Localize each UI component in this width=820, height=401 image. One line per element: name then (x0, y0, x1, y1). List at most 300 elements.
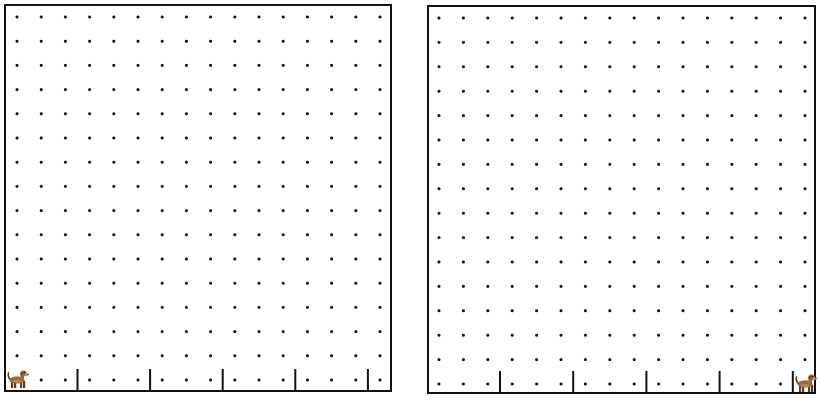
grid-dot (438, 309, 441, 312)
grid-dot (438, 334, 441, 337)
grid-dot (706, 285, 709, 288)
grid-dot (657, 212, 660, 215)
grid-dot (330, 161, 333, 164)
grid-dot (560, 261, 563, 264)
grid-dot (438, 114, 441, 117)
grid-dot (535, 90, 538, 93)
grid-dot (379, 233, 382, 236)
grid-dot (486, 285, 489, 288)
grid-dot (137, 379, 140, 382)
grid-dot (88, 88, 91, 91)
grid-dot (560, 114, 563, 117)
grid-dot (16, 112, 19, 115)
grid-dot (535, 17, 538, 20)
grid-dot (161, 258, 164, 261)
grid-dot (779, 334, 782, 337)
grid-dot (112, 330, 115, 333)
grid-dot (137, 64, 140, 67)
grid-dot (379, 306, 382, 309)
grid-dot (560, 41, 563, 44)
grid-dot (379, 282, 382, 285)
grid-dot (682, 163, 685, 166)
grid-dot (706, 187, 709, 190)
grid-dot (354, 64, 357, 67)
grid-dot (379, 161, 382, 164)
grid-dot (112, 282, 115, 285)
grid-dot (185, 40, 188, 43)
grid-dot (657, 163, 660, 166)
grid-dot (755, 358, 758, 361)
grid-dot (462, 261, 465, 264)
grid-dot (379, 379, 382, 382)
grid-dot (306, 354, 309, 357)
grid-dot (779, 65, 782, 68)
grid-dot (804, 90, 807, 93)
grid-dot (535, 309, 538, 312)
grid-dot (486, 334, 489, 337)
grid-dot (209, 282, 212, 285)
grid-dot (40, 354, 43, 357)
grid-dot (462, 212, 465, 215)
grid-dot (282, 112, 285, 115)
grid-dot (282, 282, 285, 285)
grid-dot (682, 383, 685, 386)
grid-dot (633, 236, 636, 239)
grid-dot (282, 137, 285, 140)
grid-dot (633, 261, 636, 264)
grid-dot (137, 185, 140, 188)
grid-dot (233, 306, 236, 309)
grid-dot (438, 236, 441, 239)
grid-dot (354, 282, 357, 285)
grid-dot (779, 90, 782, 93)
grid-dot (88, 354, 91, 357)
grid-dot (755, 114, 758, 117)
grid-dot (438, 358, 441, 361)
grid-dot (137, 330, 140, 333)
grid-dot (209, 40, 212, 43)
grid-dot (161, 64, 164, 67)
grid-dot (755, 65, 758, 68)
grid-dot (40, 258, 43, 261)
grid-dot (730, 187, 733, 190)
grid-dot (682, 309, 685, 312)
grid-dot (40, 112, 43, 115)
grid-dot (511, 65, 514, 68)
grid-dot (682, 261, 685, 264)
grid-dot (88, 258, 91, 261)
grid-dot (560, 163, 563, 166)
grid-dot (330, 354, 333, 357)
grid-dot (64, 112, 67, 115)
grid-dot (379, 185, 382, 188)
grid-dot (779, 139, 782, 142)
grid-dot (535, 383, 538, 386)
grid-dot (233, 161, 236, 164)
grid-dot (560, 285, 563, 288)
grid-dot (560, 212, 563, 215)
grid-dot (330, 233, 333, 236)
grid-dot (209, 161, 212, 164)
grid-dot (16, 306, 19, 309)
grid-dot (657, 17, 660, 20)
grid-dot (209, 379, 212, 382)
grid-dot (112, 64, 115, 67)
grid-dot (258, 40, 261, 43)
grid-dot (330, 137, 333, 140)
grid-dot (258, 233, 261, 236)
grid-dot (137, 16, 140, 19)
grid-dot (462, 139, 465, 142)
grid-dot (560, 65, 563, 68)
grid-dot (112, 306, 115, 309)
grid-dot (306, 282, 309, 285)
grid-dot (730, 17, 733, 20)
grid-dot (354, 354, 357, 357)
grid-dot (185, 379, 188, 382)
grid-dot (730, 261, 733, 264)
grid-dot (804, 187, 807, 190)
grid-dot (16, 64, 19, 67)
grid-dot (379, 88, 382, 91)
grid-dot (258, 306, 261, 309)
grid-dot (438, 90, 441, 93)
grid-dot (185, 233, 188, 236)
grid-dot (379, 209, 382, 212)
grid-dot (185, 112, 188, 115)
grid-dot (209, 88, 212, 91)
grid-dot (438, 65, 441, 68)
grid-dot (233, 209, 236, 212)
grid-dot (560, 358, 563, 361)
grid-dot (730, 114, 733, 117)
grid-dot (682, 114, 685, 117)
grid-dot (282, 330, 285, 333)
grid-dot (804, 212, 807, 215)
grid-dot (633, 90, 636, 93)
grid-dot (730, 285, 733, 288)
grid-dot (535, 236, 538, 239)
grid-dot (137, 88, 140, 91)
grid-dot (804, 358, 807, 361)
grid-dot (438, 212, 441, 215)
grid-dot (584, 309, 587, 312)
grid-dot (282, 185, 285, 188)
grid-dot (233, 330, 236, 333)
grid-dot (64, 40, 67, 43)
grid-dot (258, 379, 261, 382)
grid-dot (633, 383, 636, 386)
grid-dot (185, 185, 188, 188)
grid-dot (608, 17, 611, 20)
grid-dot (438, 187, 441, 190)
grid-dot (730, 90, 733, 93)
grid-dot (462, 90, 465, 93)
grid-dot (608, 41, 611, 44)
grid-dot (657, 90, 660, 93)
grid-dot (354, 137, 357, 140)
grid-dot (64, 88, 67, 91)
grid-dot (16, 88, 19, 91)
grid-dot (511, 358, 514, 361)
grid-dot (306, 209, 309, 212)
grid-dot (608, 334, 611, 337)
grid-dot (633, 285, 636, 288)
grid-dot (755, 334, 758, 337)
grid-dot (258, 282, 261, 285)
grid-dot (330, 64, 333, 67)
grid-dot (804, 261, 807, 264)
grid-dot (330, 306, 333, 309)
grid-dot (161, 16, 164, 19)
grid-dot (486, 212, 489, 215)
grid-dot (584, 383, 587, 386)
grid-dot (511, 17, 514, 20)
grid-dot (584, 261, 587, 264)
grid-dot (462, 187, 465, 190)
grid-dot (282, 258, 285, 261)
grid-dot (706, 261, 709, 264)
grid-dot (40, 233, 43, 236)
grid-dot (462, 65, 465, 68)
grid-dot (16, 330, 19, 333)
grid-dot (209, 209, 212, 212)
grid-dot (486, 163, 489, 166)
dog-icon (8, 371, 29, 389)
grid-dot (40, 40, 43, 43)
grid-dot (730, 139, 733, 142)
grid-dot (608, 383, 611, 386)
grid-dot (755, 383, 758, 386)
grid-dot (804, 65, 807, 68)
grid-dot (185, 282, 188, 285)
grid-dot (755, 90, 758, 93)
grid-dot (161, 185, 164, 188)
grid-dot (354, 379, 357, 382)
grid-dot (755, 139, 758, 142)
grid-dot (137, 40, 140, 43)
grid-dot (779, 114, 782, 117)
grid-dot (755, 41, 758, 44)
grid-dot (112, 137, 115, 140)
grid-dot (161, 161, 164, 164)
grid-dot (682, 212, 685, 215)
grid-dot (88, 64, 91, 67)
grid-dot (64, 282, 67, 285)
grid-dot (486, 41, 489, 44)
grid-dot (755, 212, 758, 215)
grid-dot (560, 187, 563, 190)
board-grid-right (429, 7, 814, 392)
grid-dot (330, 112, 333, 115)
grid-dot (486, 236, 489, 239)
grid-dot (438, 41, 441, 44)
grid-dot (682, 285, 685, 288)
grid-dot (209, 112, 212, 115)
grid-dot (706, 90, 709, 93)
grid-dot (88, 209, 91, 212)
grid-dot (584, 187, 587, 190)
dog-icon (796, 375, 817, 393)
grid-dot (282, 306, 285, 309)
grid-dot (462, 236, 465, 239)
grid-dot (64, 137, 67, 140)
grid-dot (112, 379, 115, 382)
grid-dot (584, 114, 587, 117)
grid-dot (682, 334, 685, 337)
grid-dot (306, 137, 309, 140)
grid-dot (706, 139, 709, 142)
grid-dot (306, 306, 309, 309)
grid-dot (64, 209, 67, 212)
grid-dot (535, 65, 538, 68)
grid-dot (804, 163, 807, 166)
grid-dot (354, 161, 357, 164)
grid-dot (706, 309, 709, 312)
grid-dot (608, 236, 611, 239)
grid-dot (584, 358, 587, 361)
grid-dot (379, 16, 382, 19)
grid-dot (730, 334, 733, 337)
grid-dot (64, 379, 67, 382)
grid-dot (209, 354, 212, 357)
grid-dot (209, 16, 212, 19)
grid-dot (233, 64, 236, 67)
grid-dot (511, 261, 514, 264)
grid-dot (64, 330, 67, 333)
grid-dot (185, 16, 188, 19)
grid-dot (486, 139, 489, 142)
grid-dot (657, 309, 660, 312)
grid-dot (161, 306, 164, 309)
grid-dot (233, 258, 236, 261)
grid-dot (755, 285, 758, 288)
grid-dot (560, 334, 563, 337)
grid-dot (706, 383, 709, 386)
grid-dot (64, 185, 67, 188)
grid-dot (379, 137, 382, 140)
game-board-right (427, 5, 816, 394)
grid-dot (730, 358, 733, 361)
grid-dot (682, 90, 685, 93)
grid-dot (511, 309, 514, 312)
grid-dot (40, 330, 43, 333)
grid-dot (40, 64, 43, 67)
grid-dot (633, 334, 636, 337)
grid-dot (40, 161, 43, 164)
grid-dot (462, 163, 465, 166)
grid-dot (233, 16, 236, 19)
grid-dot (330, 16, 333, 19)
board-grid-left (6, 6, 390, 390)
grid-dot (511, 163, 514, 166)
grid-dot (804, 139, 807, 142)
grid-dot (64, 16, 67, 19)
grid-dot (462, 358, 465, 361)
grid-dot (584, 334, 587, 337)
grid-dot (185, 88, 188, 91)
grid-dot (706, 212, 709, 215)
grid-dot (511, 114, 514, 117)
grid-dot (258, 209, 261, 212)
grid-dot (40, 209, 43, 212)
grid-dot (233, 40, 236, 43)
grid-dot (706, 65, 709, 68)
grid-dot (330, 40, 333, 43)
grid-dot (706, 358, 709, 361)
grid-dot (486, 65, 489, 68)
grid-dot (657, 41, 660, 44)
grid-dot (137, 258, 140, 261)
grid-dot (486, 383, 489, 386)
grid-dot (161, 112, 164, 115)
grid-dot (330, 258, 333, 261)
grid-dot (657, 358, 660, 361)
grid-dot (682, 65, 685, 68)
grid-dot (486, 358, 489, 361)
grid-dot (161, 209, 164, 212)
grid-dot (755, 187, 758, 190)
grid-dot (486, 187, 489, 190)
grid-dot (88, 282, 91, 285)
grid-dot (462, 309, 465, 312)
grid-dot (535, 358, 538, 361)
grid-dot (16, 282, 19, 285)
grid-dot (560, 90, 563, 93)
grid-dot (779, 163, 782, 166)
grid-dot (88, 379, 91, 382)
grid-dot (438, 261, 441, 264)
grid-dot (535, 163, 538, 166)
grid-dot (233, 282, 236, 285)
grid-dot (779, 41, 782, 44)
grid-dot (306, 16, 309, 19)
grid-dot (438, 163, 441, 166)
grid-dot (657, 383, 660, 386)
grid-dot (112, 258, 115, 261)
grid-dot (185, 306, 188, 309)
grid-dot (88, 16, 91, 19)
grid-dot (330, 282, 333, 285)
grid-dot (40, 282, 43, 285)
grid-dot (185, 64, 188, 67)
grid-dot (112, 161, 115, 164)
grid-dot (112, 40, 115, 43)
grid-dot (535, 261, 538, 264)
grid-dot (608, 285, 611, 288)
grid-dot (462, 17, 465, 20)
grid-dot (88, 40, 91, 43)
grid-dot (804, 236, 807, 239)
grid-dot (112, 185, 115, 188)
grid-dot (584, 139, 587, 142)
grid-dot (112, 233, 115, 236)
grid-dot (584, 212, 587, 215)
grid-dot (112, 112, 115, 115)
grid-dot (161, 137, 164, 140)
grid-dot (730, 212, 733, 215)
grid-dot (779, 236, 782, 239)
grid-dot (804, 285, 807, 288)
grid-dot (258, 330, 261, 333)
grid-dot (306, 40, 309, 43)
grid-dot (354, 209, 357, 212)
grid-dot (779, 212, 782, 215)
grid-dot (511, 90, 514, 93)
grid-dot (88, 185, 91, 188)
grid-dot (282, 64, 285, 67)
grid-dot (258, 64, 261, 67)
